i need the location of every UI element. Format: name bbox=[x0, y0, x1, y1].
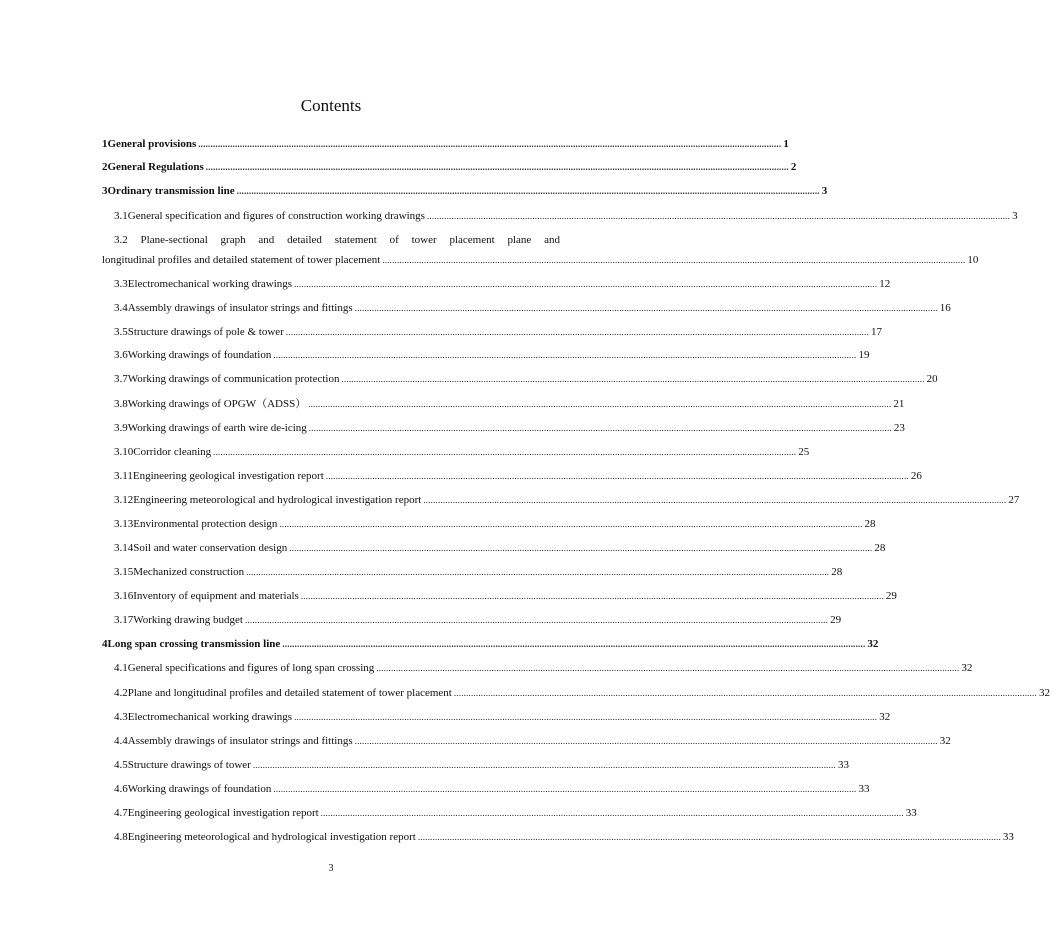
toc-entry-page: 17 bbox=[870, 326, 882, 338]
toc-entry[interactable] bbox=[114, 324, 882, 340]
toc-entry-page: 28 bbox=[864, 518, 876, 530]
toc-entry-number: 3.12 bbox=[114, 494, 134, 506]
toc-entry-label: Soil and water conservation design bbox=[133, 542, 288, 554]
dot-leader bbox=[454, 685, 1037, 701]
toc-entry-number: 3.2 bbox=[114, 234, 128, 246]
toc-entry[interactable] bbox=[102, 159, 797, 175]
toc-entry-page: 28 bbox=[874, 542, 886, 554]
toc-entry-number: 4.7 bbox=[114, 807, 128, 819]
toc-entry-wrapped-line[interactable]: 3.2 Plane-sectional graph and detailed statement of tower placement plane and bbox=[114, 234, 560, 246]
toc-entry-label: Working drawings of foundation bbox=[127, 783, 272, 795]
toc-entry[interactable] bbox=[114, 516, 876, 532]
dot-leader bbox=[427, 208, 1010, 224]
dot-leader bbox=[279, 516, 862, 532]
toc-entry-number: 4.6 bbox=[114, 783, 128, 795]
toc-entry-page: 25 bbox=[798, 446, 810, 458]
toc-entry-page: 33 bbox=[858, 783, 870, 795]
toc-entry-label: Ordinary transmission line bbox=[107, 185, 235, 197]
toc-entry-number: 3.16 bbox=[114, 590, 134, 602]
toc-entry-page: 23 bbox=[893, 422, 905, 434]
toc-entry-number: 3.6 bbox=[114, 349, 128, 361]
toc-entry-number: 3.7 bbox=[114, 373, 128, 385]
toc-entry[interactable] bbox=[114, 540, 886, 556]
toc-entry-page: 19 bbox=[858, 349, 870, 361]
toc-entry-label: Electromechanical working drawings bbox=[127, 278, 293, 290]
toc-entry-page: 10 bbox=[967, 254, 979, 266]
toc-entry-label: Environmental protection design bbox=[133, 518, 278, 530]
toc-entry-label: Engineering geological investigation report bbox=[132, 470, 324, 482]
toc-entry-label: Working drawings of earth wire de-icing bbox=[127, 422, 307, 434]
toc-entry-number: 4.4 bbox=[114, 735, 128, 747]
toc-entry-label: General specification and figures of construction working drawings bbox=[127, 210, 425, 222]
toc-entry-page: 29 bbox=[830, 614, 842, 626]
dot-leader bbox=[423, 492, 1006, 508]
toc-entry[interactable] bbox=[102, 136, 789, 152]
dot-leader bbox=[237, 183, 820, 199]
toc-entry[interactable] bbox=[114, 371, 938, 387]
dot-leader bbox=[213, 444, 796, 460]
toc-entry-page: 3 bbox=[821, 185, 828, 197]
toc-entry-page: 33 bbox=[905, 807, 917, 819]
toc-entry-page: 1 bbox=[783, 138, 789, 150]
toc-entry-number: 1 bbox=[102, 138, 108, 150]
toc-entry[interactable] bbox=[114, 300, 951, 316]
toc-entry-number: 3.13 bbox=[114, 518, 134, 530]
toc-entry-number: 3.8 bbox=[114, 398, 128, 410]
toc-entry-label: Structure drawings of pole & tower bbox=[127, 326, 284, 338]
dot-leader bbox=[301, 588, 884, 604]
toc-entry-page: 32 bbox=[1038, 687, 1050, 699]
toc-entry[interactable] bbox=[114, 709, 891, 725]
toc-entry-label: Working drawings of communication protection bbox=[127, 373, 340, 385]
toc-entry-label: Engineering meteorological and hydrological investigation report bbox=[127, 831, 416, 843]
toc-entry-page: 33 bbox=[1002, 831, 1014, 843]
toc-entry-number: 3.11 bbox=[114, 470, 133, 482]
dot-leader bbox=[326, 468, 909, 484]
toc-entry[interactable] bbox=[102, 252, 979, 268]
toc-entry-number: 3.5 bbox=[114, 326, 128, 338]
dot-leader bbox=[308, 396, 891, 412]
toc-entry[interactable] bbox=[114, 347, 870, 363]
toc-entry-number: 3.4 bbox=[114, 302, 128, 314]
toc-entry-number: 2 bbox=[102, 161, 108, 173]
toc-entry-number: 3.3 bbox=[114, 278, 128, 290]
dot-leader bbox=[355, 733, 938, 749]
toc-entry-number: 4.5 bbox=[114, 759, 128, 771]
toc-entry-page: 21 bbox=[893, 398, 905, 410]
dot-leader bbox=[289, 540, 872, 556]
toc-entry-page: 32 bbox=[867, 638, 879, 650]
toc-entry-number: 3.9 bbox=[114, 422, 128, 434]
dot-leader bbox=[253, 757, 836, 773]
toc-entry-number: 3.17 bbox=[114, 614, 134, 626]
toc-entry-label: Working drawing budget bbox=[133, 614, 243, 626]
toc-entry-page: 3 bbox=[1012, 210, 1018, 222]
toc-entry-number: 3.15 bbox=[114, 566, 134, 578]
dot-leader bbox=[321, 805, 904, 821]
toc-entry-label: longitudinal profiles and detailed statement of tower placement bbox=[102, 254, 381, 266]
toc-entry-label: Inventory of equipment and materials bbox=[133, 590, 299, 602]
toc-entry[interactable] bbox=[114, 612, 842, 628]
toc-entry[interactable] bbox=[114, 564, 843, 580]
toc-entry-label: Assembly drawings of insulator strings and fittings bbox=[127, 735, 353, 747]
toc-entry-page: 27 bbox=[1008, 494, 1020, 506]
toc-entry[interactable] bbox=[114, 444, 810, 460]
toc-entry-page: 20 bbox=[926, 373, 938, 385]
toc-entry[interactable] bbox=[114, 733, 951, 749]
toc-entry[interactable] bbox=[114, 396, 905, 412]
dot-leader bbox=[382, 252, 965, 268]
dot-leader bbox=[282, 636, 865, 652]
toc-entry[interactable] bbox=[114, 805, 917, 821]
dot-leader bbox=[294, 709, 877, 725]
toc-entry-label: Working drawings of OPGW（ADSS） bbox=[127, 398, 307, 410]
dot-leader bbox=[273, 781, 856, 797]
page-number: 3 bbox=[328, 863, 334, 874]
dot-leader bbox=[245, 612, 828, 628]
toc-entry-number: 3.10 bbox=[114, 446, 134, 458]
page-title: Contents bbox=[300, 96, 362, 115]
toc-entry-label: Assembly drawings of insulator strings and fittings bbox=[127, 302, 353, 314]
toc-entry[interactable] bbox=[114, 276, 891, 292]
toc-entry[interactable] bbox=[114, 660, 973, 676]
toc-entry-page: 32 bbox=[961, 662, 973, 674]
toc-entry-label: Plane and longitudinal profiles and detailed statement of tower placement bbox=[127, 687, 452, 699]
toc-entry-page: 33 bbox=[837, 759, 849, 771]
toc-entry-page: 28 bbox=[831, 566, 843, 578]
toc-entry[interactable] bbox=[114, 685, 1050, 701]
toc-entry-label: Working drawings of foundation bbox=[127, 349, 272, 361]
toc-entry-number: 4 bbox=[102, 638, 108, 650]
toc-entry-number: 3 bbox=[102, 185, 108, 197]
dot-leader bbox=[198, 136, 781, 152]
dot-leader bbox=[341, 371, 924, 387]
toc-entry-page: 32 bbox=[879, 711, 891, 723]
dot-leader bbox=[246, 564, 829, 580]
toc-entry-label: Structure drawings of tower bbox=[127, 759, 251, 771]
dot-leader bbox=[273, 347, 856, 363]
toc-entry-label: Mechanized construction bbox=[133, 566, 245, 578]
toc-entry[interactable] bbox=[114, 829, 1014, 845]
toc-entry-page: 26 bbox=[910, 470, 922, 482]
toc-entry[interactable] bbox=[102, 183, 828, 199]
dot-leader bbox=[376, 660, 959, 676]
toc-entry-page: 32 bbox=[939, 735, 951, 747]
toc-entry-page: 29 bbox=[885, 590, 897, 602]
toc-entry-label: Long span crossing transmission line bbox=[107, 638, 281, 650]
toc-entry-label: Engineering meteorological and hydrological investigation report bbox=[133, 494, 422, 506]
dot-leader bbox=[206, 159, 789, 175]
toc-entry-number: 3.14 bbox=[114, 542, 134, 554]
toc-entry-label: Corridor cleaning bbox=[133, 446, 212, 458]
toc-entry[interactable] bbox=[114, 757, 849, 773]
toc-entry[interactable] bbox=[114, 781, 870, 797]
toc-entry-label: Electromechanical working drawings bbox=[127, 711, 293, 723]
toc-entry-page: 12 bbox=[879, 278, 891, 290]
toc-entry-page: 2 bbox=[790, 161, 797, 173]
dot-leader bbox=[309, 420, 892, 436]
toc-entry-number: 4.2 bbox=[114, 687, 128, 699]
toc-entry-label: General provisions bbox=[107, 138, 197, 150]
dot-leader bbox=[418, 829, 1001, 845]
toc-entry[interactable] bbox=[114, 208, 1018, 224]
toc-entry-number: 4.8 bbox=[114, 831, 128, 843]
toc-entry-label: General Regulations bbox=[107, 161, 204, 173]
toc-entry-label: Engineering geological investigation report bbox=[127, 807, 319, 819]
dot-leader bbox=[294, 276, 877, 292]
toc-entry-number: 4.3 bbox=[114, 711, 128, 723]
toc-entry[interactable] bbox=[102, 636, 879, 652]
dot-leader bbox=[286, 324, 869, 340]
dot-leader bbox=[355, 300, 938, 316]
toc-entry[interactable] bbox=[114, 420, 905, 436]
toc-entry-number: 4.1 bbox=[114, 662, 128, 674]
toc-entry[interactable] bbox=[114, 492, 1020, 508]
toc-entry[interactable] bbox=[114, 468, 922, 484]
toc-entry[interactable] bbox=[114, 588, 897, 604]
toc-entry-number: 3.1 bbox=[114, 210, 128, 222]
toc-entry-label: General specifications and figures of long span crossing bbox=[127, 662, 375, 674]
toc-entry-page: 16 bbox=[939, 302, 951, 314]
